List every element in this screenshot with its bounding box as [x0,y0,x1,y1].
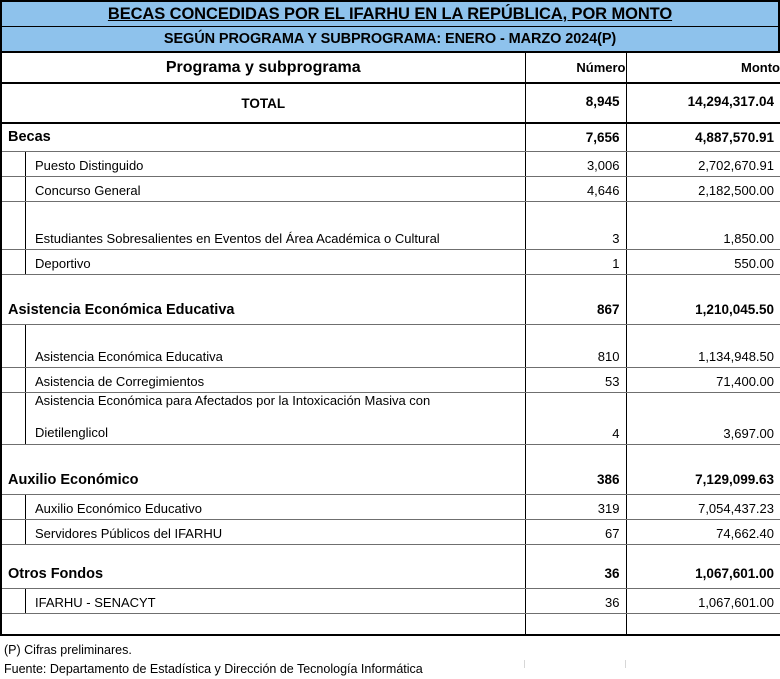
table-title-line-1-text: BECAS CONCEDIDAS POR EL IFARHU EN LA REPÚBLICA, POR MONTO [108,5,672,24]
row-number: 1 [525,249,626,274]
row-amount: 74,662.40 [626,519,780,544]
row-label: Servidores Públicos del IFARHU [27,520,525,544]
sheet-grid-remnant [0,660,780,668]
row-label: Deportivo [27,250,525,274]
spacer-cell [525,613,626,635]
table-title-line-2-text: SEGÚN PROGRAMA Y SUBPROGRAMA: ENERO - MARZO 2024(P) [164,31,616,47]
row-label-cell [1,367,525,392]
group-number: 36 [525,560,626,588]
group-label: Otros Fondos [1,560,525,588]
row-number: 4,646 [525,176,626,201]
table-column-header-row [1,53,780,83]
group-amount: 1,067,601.00 [626,560,780,588]
row-number: 3,006 [525,151,626,176]
table-row-group [1,466,780,494]
table-row [1,249,780,274]
table-spacer-row [1,544,780,560]
total-amount [626,83,780,123]
row-amount: 71,400.00 [626,367,780,392]
row-amount: 1,134,948.50 [626,324,780,367]
spacer-cell [1,613,525,635]
spacer-cell [626,274,780,296]
row-label: Puesto Distinguido [27,152,525,176]
spacer-cell [525,274,626,296]
row-label-cell [1,494,525,519]
column-header-program: Programa y subprograma [1,53,525,83]
grid-line-segment [524,660,525,668]
spacer-cell [1,274,525,296]
row-label-cell [1,588,525,613]
total-number-value: 8,945 [526,94,626,112]
table-title-line-1 [0,0,780,27]
table-spacer-row [1,274,780,296]
row-label-cell [1,151,525,176]
table-spacer-row [1,444,780,466]
row-number: 319 [525,494,626,519]
row-number: 36 [525,588,626,613]
row-label-line-2: Dietilenglicol [35,425,430,441]
row-label: IFARHU - SENACYT [27,589,525,613]
group-label: Asistencia Económica Educativa [1,296,525,324]
spacer-cell [1,544,525,560]
table-row-total [1,83,780,123]
total-label: TOTAL [1,83,525,123]
table-row [1,201,780,249]
row-label-cell [1,324,525,367]
group-label: Auxilio Económico [1,466,525,494]
table-footnotes [0,636,780,679]
table-row [1,151,780,176]
row-amount: 3,697.00 [626,392,780,444]
table-row [1,324,780,367]
table-bottom-band [1,613,780,635]
table-title-line-2 [0,27,780,53]
table-row [1,392,780,444]
row-label: Asistencia de Corregimientos [27,368,525,392]
row-label-cell [1,249,525,274]
spacer-cell [1,444,525,466]
group-amount: 7,129,099.63 [626,466,780,494]
table-row [1,176,780,201]
table-row [1,367,780,392]
row-number: 810 [525,324,626,367]
row-label-cell [1,392,525,444]
table-row [1,519,780,544]
column-header-number: Número [525,53,626,83]
row-number: 67 [525,519,626,544]
table-row-group [1,123,780,151]
total-number [525,83,626,123]
row-label: Concurso General [27,177,525,201]
row-amount: 2,702,670.91 [626,151,780,176]
group-label: Becas [1,123,525,151]
row-label-cell [1,519,525,544]
group-number: 867 [525,296,626,324]
row-label: Auxilio Económico Educativo [27,495,525,519]
table-row-group [1,560,780,588]
column-header-amount: Monto [626,53,780,83]
becas-data-table [0,53,780,636]
row-label: Estudiantes Sobresalientes en Eventos del Área Académica o Cultural [27,202,525,249]
table-row [1,494,780,519]
row-label-line-1: Asistencia Económica para Afectados por la Intoxicación Masiva con [35,393,430,409]
row-label-cell [1,201,525,249]
row-label [27,393,525,444]
footnote-source: Fuente: Departamento de Estadística y Dirección de Tecnología Informática [0,660,780,679]
group-number: 7,656 [525,123,626,151]
spacer-cell [525,544,626,560]
group-amount: 1,210,045.50 [626,296,780,324]
row-label: Asistencia Económica Educativa [27,325,525,367]
table-row-group [1,296,780,324]
row-amount: 1,850.00 [626,201,780,249]
row-number: 4 [525,392,626,444]
spacer-cell [525,444,626,466]
footnote-preliminary: (P) Cifras preliminares. [0,641,780,660]
row-amount: 2,182,500.00 [626,176,780,201]
group-number: 386 [525,466,626,494]
spacer-cell [626,613,780,635]
row-amount: 7,054,437.23 [626,494,780,519]
total-amount-value: 14,294,317.04 [627,94,780,112]
row-number: 53 [525,367,626,392]
spacer-cell [626,444,780,466]
grid-line-segment [625,660,626,668]
group-amount: 4,887,570.91 [626,123,780,151]
row-label-cell [1,176,525,201]
spacer-cell [626,544,780,560]
row-amount: 1,067,601.00 [626,588,780,613]
table-row [1,588,780,613]
row-amount: 550.00 [626,249,780,274]
row-number: 3 [525,201,626,249]
